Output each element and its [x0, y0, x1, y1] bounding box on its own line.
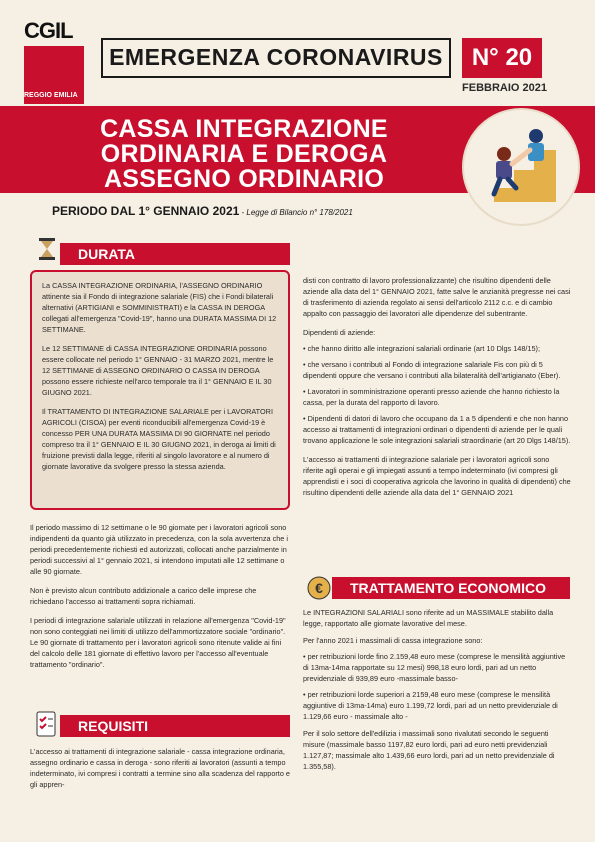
durata-after-2: Non è previsto alcun contributo addizionale a carico delle imprese che richiedano l'accesso ai trattamenti sopra richiamati. [30, 586, 257, 606]
euro-coin-icon [306, 575, 332, 601]
checklist-icon [34, 710, 60, 736]
section-durata [60, 243, 290, 265]
svg-text:€: € [315, 580, 323, 596]
period-line [52, 204, 353, 218]
logo-text: CGIL [24, 18, 73, 43]
title-line-1: CASSA INTEGRAZIONE [100, 115, 388, 143]
col2-p1: disti con contratto di lavoro professionalizzante) che risultino dipendenti delle aziende alla data del 1° GENNAIO 2021, fatte salve le anzianità pregresse nei casi di trasferimento di azienda regolato ai sensi dell'articolo 2112 c.c. e di cambio appalto con passaggio dei lavoratori alle dipendenze del subentrante. [303, 276, 571, 318]
period-text: PERIODO DAL 1° GENNAIO 2021 [52, 204, 240, 218]
hourglass-icon [34, 236, 60, 262]
trattamento-p3: Per il solo settore dell'edilizia i massimali sono rivalutati secondo le seguenti misure (massimale basso 1197,82 euro lordi, pari ad euro netti previdenziali 1.127,87; massimale alto 1.439,66 euro lordi, pari ad un netto previdenziale di 1.355,58). [303, 729, 555, 771]
requisiti-body [30, 746, 292, 790]
col2-bullet-3: • Lavoratori in somministrazione operanti presso aziende che hanno richiesto la cassa, per la durata del rapporto di lavoro. [303, 386, 571, 408]
issue-number: N° 20 [462, 38, 542, 78]
requisiti-continued [303, 275, 571, 498]
trattamento-bullet-1: • per retribuzioni lorde fino 2.159,48 euro mese (comprese le mensilità aggiuntive di 13ma-14ma rapportate su 12 mesi) 998,18 euro lordi, pari ad un netto previdenziale di 939,89 euro -massimale basso- [303, 651, 571, 684]
trattamento-heading: TRATTAMENTO ECONOMICO [350, 580, 546, 596]
trattamento-p2: Per l'anno 2021 i massimali di cassa integrazione sono: [303, 636, 483, 645]
title-line-2: ORDINARIA E DEROGA [100, 140, 388, 168]
durata-after-1: Il periodo massimo di 12 settimane o le 90 giornate per i lavoratori agricoli sono indipendenti da quanto già utilizzato in precedenza, con la sola avvertenza che i periodi precedentemente richiesti ed autorizzati, collocati anche parzialmente in periodi successivi al 1° gennaio 2021, si intendono imputati alle 12 settimane o alle 90 giornate. [30, 523, 288, 576]
trattamento-bullet-2: • per retribuzioni lorde superiori a 2159,48 euro mese (comprese le mensilità aggiuntive di 13ma-14ma) euro 1.199,72 lordi, pari ad un netto previdenziale di 1.129,66 euro - massimale alto - [303, 689, 571, 722]
col2-p3: L'accesso ai trattamenti di integrazione salariale per i lavoratori agricoli sono riferite agli operai e gli impiegati assunti a tempo indeterminato (ivi compresi gli apprendisti e i soci di cooperativa agricola che lavorino in qualità di dipendenti) che risultino dipendenti delle aziende alla data del 1° GENNAIO 2021 [303, 455, 571, 497]
durata-p3: Il TRATTAMENTO DI INTEGRAZIONE SALARIALE per i LAVORATORI AGRICOLI (CISOA) per eventi riconducibili all'emergenza Covid-19 è concesso PER UNA DURATA MASSIMA DI 90 GIORNATE nel periodo compreso tra il 1° GENNAIO E IL 30 GIUGNO 2021, in deroga ai limiti di fruizione previsti dalla legge, riferiti al singolo lavoratore e al numero di giornate lavorative da svolgere presso la stessa azienda. [42, 407, 276, 471]
durata-heading: DURATA [78, 246, 136, 262]
section-requisiti [60, 715, 290, 737]
issue-date: FEBBRAIO 2021 [462, 82, 547, 94]
durata-p1: La CASSA INTEGRAZIONE ORDINARIA, l'ASSEGNO ORDINARIO attinente sia il Fondo di integrazione salariale (FIS) che i Fondi bilaterali alternativi (ARTIGIANI e SOMMINISTRATI) e la CASSA IN DEROGA collegati all'emergenza "Covid-19", hanno una DURATA MASSIMA DI 12 SETTIMANE. [42, 281, 277, 334]
requisiti-p1: L'accesso ai trattamenti di integrazione salariale - cassa integrazione ordinaria, assegno ordinario e cassa in deroga - sono riferiti ai lavoratori (assunti a tempo indeterminato, ivi compresi i contratti a termine sino alla scadenza del rapporto e gli appren- [30, 747, 290, 789]
requisiti-heading: REQUISITI [78, 718, 149, 734]
col2-p2: Dipendenti di aziende: [303, 328, 376, 337]
climbing-people-illustration [462, 108, 580, 226]
durata-p2: Le 12 SETTIMANE di CASSA INTEGRAZIONE ORDINARIA possono essere collocate nel periodo 1° GENNAIO - 31 MARZO 2021, mentre le 12 SETTIMANE di ASSEGNO ORDINARIO O CASSA IN DEROGA possono essere richieste nell'arco temporale tra il 1° GENNAIO E IL 30 GIUGNO 2021. [42, 344, 274, 397]
trattamento-p1: Le INTEGRAZIONI SALARIALI sono riferite ad un MASSIMALE stabilito dalla legge, rapportato alle giornate lavorative del mese. [303, 608, 554, 628]
section-trattamento [332, 577, 570, 599]
trattamento-body [303, 607, 571, 772]
header-title: EMERGENZA CORONAVIRUS [109, 44, 443, 70]
cgil-logo [24, 18, 84, 104]
durata-after [30, 522, 292, 670]
logo-subtext: REGGIO EMILIA [24, 92, 78, 99]
col2-bullet-2: • che versano i contributi al Fondo di integrazione salariale Fis con più di 5 dipendenti oppure che versano i contributi alla bilateralità dell'artigianato (Eber). [303, 359, 571, 381]
durata-after-3: I periodi di integrazione salariale utilizzati in relazione all'emergenza "Covid-19" non sono conteggiati nei limiti di utilizzo dell'ammortizzatore sociale "ordinario". Le 90 giornate di trattamento per i lavoratori agricoli sono ritenute valide ai fini del calcolo delle 181 giornate di effettivo lavoro per l'accesso all'eventuale trattamento "ordinario". [30, 616, 286, 669]
title-line-3: ASSEGNO ORDINARIO [103, 165, 385, 193]
col2-bullet-4: • Dipendenti di datori di lavoro che occupano da 1 a 5 dipendenti e che non hanno accesso ai trattamenti di integrazioni ordinari o dipendenti di aziende per le quali trovano applicazione le sole integrazioni salariali straordinarie (art 20 Dlgs 148/15). [303, 413, 571, 446]
durata-box [30, 270, 290, 510]
period-note: - Legge di Bilancio n° 178/2021 [239, 208, 353, 217]
col2-bullet-1: • che hanno diritto alle integrazioni salariali ordinarie (art 10 Dlgs 148/15); [303, 343, 571, 354]
